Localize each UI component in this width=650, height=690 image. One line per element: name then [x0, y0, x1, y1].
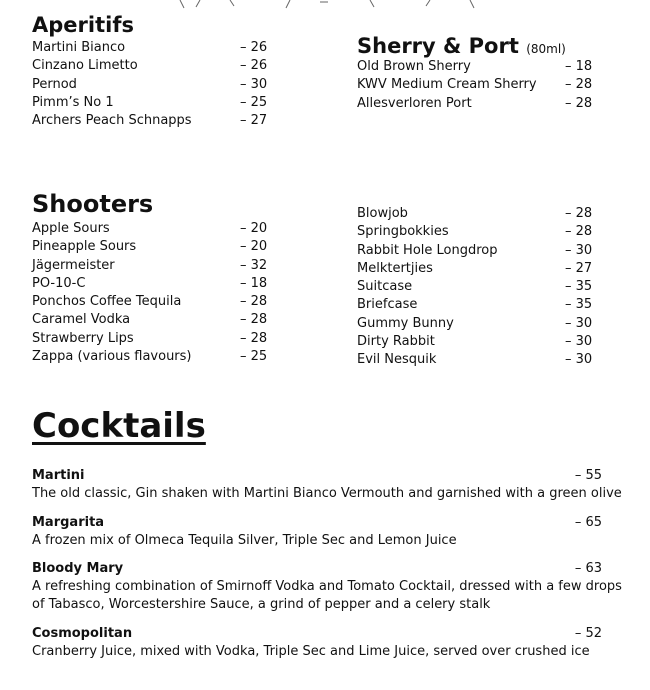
list-item — [357, 296, 597, 314]
cocktail-price: – 65 — [574, 515, 602, 530]
item-price: – 28 — [565, 95, 593, 111]
list-item — [357, 58, 597, 76]
item-name: Evil Nesquik — [357, 352, 437, 368]
item-price: – 28 — [565, 206, 593, 221]
item-price: – 26 — [240, 40, 268, 55]
list-item — [32, 275, 272, 293]
cocktail-item — [32, 560, 632, 614]
cocktail-description: A refreshing combination of Smirnoff Vodka and Tomato Cocktail, dressed with a few drops of Tabasco, Worcestershire Sauce, a grind of pepper and a celery stalk — [32, 579, 622, 612]
cocktail-name: Margarita — [32, 515, 105, 530]
list-item — [32, 220, 272, 238]
item-name: Old Brown Sherry — [357, 59, 471, 74]
list-item — [32, 293, 272, 311]
cocktail-price: – 63 — [574, 561, 602, 576]
list-item — [32, 311, 272, 329]
item-price: – 28 — [565, 77, 593, 93]
list-item — [357, 260, 597, 278]
cocktail-item — [32, 467, 632, 503]
shooters-list-right — [357, 205, 597, 370]
cocktail-price: – 52 — [574, 626, 602, 641]
item-name: Martini Bianco — [32, 40, 126, 55]
item-name: Zappa (various flavours) — [32, 349, 192, 365]
list-item — [32, 330, 272, 348]
item-name: Melktertjies — [357, 260, 433, 276]
item-name: Strawberry Lips — [32, 330, 134, 346]
item-name: Archers Peach Schnapps — [32, 113, 192, 129]
item-price: – 28 — [240, 294, 268, 310]
list-item — [357, 95, 597, 113]
item-price: – 28 — [240, 312, 268, 328]
item-name: Blowjob — [357, 206, 408, 221]
item-price: – 25 — [240, 349, 268, 365]
item-price: – 27 — [565, 260, 593, 276]
item-name: Rabbit Hole Longdrop — [357, 242, 498, 258]
item-price: – 35 — [565, 297, 593, 313]
item-name: Apple Sours — [32, 221, 110, 236]
shooters-heading: Shooters — [32, 190, 154, 218]
item-price: – 30 — [240, 76, 268, 92]
shooters-list-left — [32, 220, 272, 366]
cocktail-name: Cosmopolitan — [32, 626, 133, 641]
item-price: – 30 — [565, 352, 593, 368]
item-price: – 30 — [565, 334, 593, 350]
cocktail-description: Cranberry Juice, mixed with Vodka, Triple Sec and Lime Juice, served over crushed ice — [32, 644, 590, 659]
list-item — [32, 257, 272, 275]
item-name: Dirty Rabbit — [357, 334, 435, 350]
sherry-port-note: (80ml) — [526, 42, 566, 56]
decorative-sketch-icon — [170, 0, 490, 10]
cocktail-price: – 55 — [574, 468, 602, 483]
item-price: – 28 — [565, 224, 593, 240]
list-item — [32, 76, 272, 94]
item-name: Briefcase — [357, 297, 418, 313]
item-price: – 20 — [240, 239, 268, 255]
item-price: – 18 — [565, 59, 593, 74]
item-name: Springbokkies — [357, 224, 449, 240]
item-price: – 27 — [240, 113, 268, 129]
item-name: Allesverloren Port — [357, 95, 472, 111]
cocktail-name: Bloody Mary — [32, 561, 124, 576]
item-name: Pimm’s No 1 — [32, 94, 114, 110]
list-item — [32, 94, 272, 112]
list-item — [357, 223, 597, 241]
list-item — [357, 205, 597, 223]
item-price: – 18 — [240, 275, 268, 291]
item-name: Cinzano Limetto — [32, 58, 138, 74]
list-item — [357, 242, 597, 260]
item-name: Pernod — [32, 76, 77, 92]
item-price: – 26 — [240, 58, 268, 74]
list-item — [32, 57, 272, 75]
list-item — [357, 76, 597, 94]
cocktail-item — [32, 625, 632, 661]
item-price: – 35 — [565, 279, 593, 295]
sherry-port-title: Sherry & Port — [357, 34, 519, 58]
item-name: Ponchos Coffee Tequila — [32, 294, 182, 310]
aperitifs-list — [32, 39, 272, 130]
list-item — [357, 315, 597, 333]
item-name: Pineapple Sours — [32, 239, 137, 255]
item-price: – 32 — [240, 257, 268, 273]
item-price: – 30 — [565, 315, 593, 331]
cocktail-name: Martini — [32, 468, 85, 483]
item-name: KWV Medium Cream Sherry — [357, 77, 537, 93]
item-price: – 25 — [240, 94, 268, 110]
list-item — [32, 348, 272, 366]
item-name: Gummy Bunny — [357, 315, 454, 331]
list-item — [357, 351, 597, 369]
item-name: Suitcase — [357, 279, 413, 295]
cocktail-description: A frozen mix of Olmeca Tequila Silver, Triple Sec and Lemon Juice — [32, 533, 457, 548]
cocktail-description: The old classic, Gin shaken with Martini Bianco Vermouth and garnished with a green olive — [32, 486, 622, 501]
aperitifs-heading: Aperitifs — [32, 13, 134, 37]
item-price: – 30 — [565, 242, 593, 258]
sherry-port-heading — [357, 34, 566, 58]
item-price: – 20 — [240, 221, 268, 236]
item-price: – 28 — [240, 330, 268, 346]
list-item — [32, 39, 272, 57]
cocktails-heading: Cocktails — [32, 406, 206, 446]
list-item — [32, 112, 272, 130]
list-item — [357, 278, 597, 296]
cocktail-item — [32, 514, 632, 550]
sherry-port-list — [357, 58, 597, 113]
item-name: PO-10-C — [32, 275, 86, 291]
item-name: Jägermeister — [32, 257, 115, 273]
list-item — [32, 238, 272, 256]
item-name: Caramel Vodka — [32, 312, 131, 328]
list-item — [357, 333, 597, 351]
